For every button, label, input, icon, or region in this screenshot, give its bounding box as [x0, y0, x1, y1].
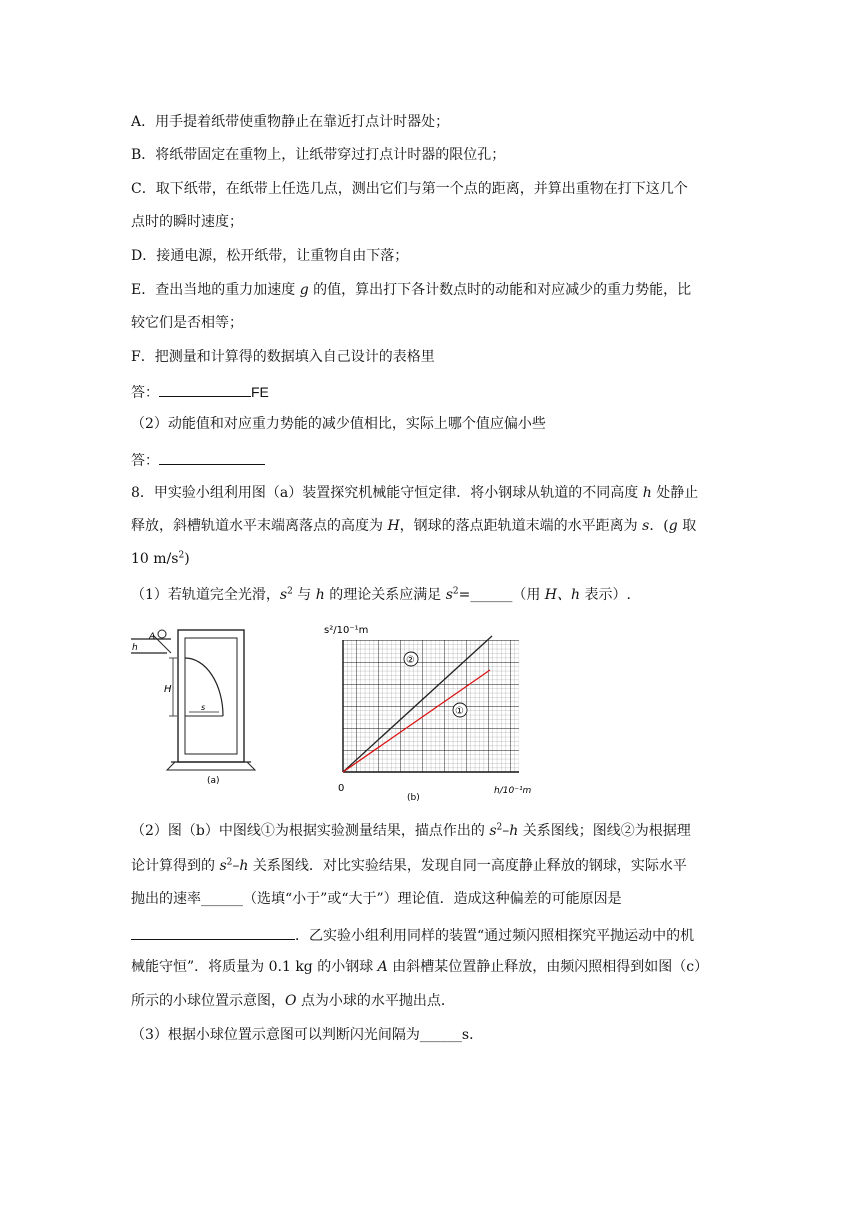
text: =______（用: [458, 587, 541, 603]
text: E．查出当地的重力加速度: [131, 282, 296, 298]
q8-part2-line4: [131, 925, 694, 945]
grid-coarse: [343, 640, 519, 772]
x-axis-label: h/10⁻¹m: [494, 786, 532, 796]
label-A: A: [149, 632, 156, 642]
superscript: 2: [226, 857, 233, 868]
answer-prefix: 答：: [131, 453, 159, 469]
q8-line1: [131, 484, 698, 502]
option-c-line1: C．取下纸带，在纸带上任选几点，测出它们与第一个点的距离，并算出重物在打下这几个: [131, 181, 688, 197]
var-s: s: [489, 823, 497, 839]
text: （2）图（b）中图线①为根据实验测量结果，描点作出的: [131, 823, 485, 839]
label-s: s: [201, 703, 206, 712]
q8-line2: [131, 517, 696, 535]
line-1-marker: ①: [455, 706, 464, 717]
figure-b-caption: (b): [407, 793, 420, 803]
text: ，钢球的落点距轨道末端的水平距离为: [399, 518, 638, 534]
label-h: h: [132, 643, 138, 653]
q8-part2-line3: 抛出的速率______（选填“小于”或“大于”）理论值．造成这种偏差的可能原因是: [131, 891, 622, 907]
var-h: h: [315, 587, 325, 603]
text: 由斜槽某位置静止释放，由频闪照相得到如图（c）: [392, 959, 709, 975]
text: 论计算得到的: [131, 858, 215, 874]
answer-2: [131, 450, 265, 470]
text: ): [184, 551, 190, 567]
var-h: h: [642, 485, 652, 501]
y-axis-label: s²/10⁻¹m: [324, 625, 369, 636]
text: 关系图线；图线②为根据理: [522, 823, 691, 839]
answer-1: [131, 382, 269, 402]
var-g: g: [668, 518, 678, 534]
vars-Hh: H、h: [544, 587, 581, 603]
text: 与: [297, 587, 312, 603]
text: 处静止: [656, 485, 699, 501]
label-H: H: [164, 684, 172, 695]
option-e-line1: [131, 281, 691, 299]
text: 的值，算出打下各计数点时的动能和对应减少的重力势能，比: [313, 282, 692, 298]
text: 点为小球的水平抛出点．: [300, 993, 455, 1009]
q8-part1: [131, 586, 631, 604]
q8-part2-line1: [131, 822, 691, 840]
option-d: D．接通电源，松开纸带，让重物自由下落；: [131, 248, 409, 264]
answer-blank[interactable]: [159, 450, 265, 465]
text: 的理论关系应满足: [329, 587, 442, 603]
var-dash-h: –h: [232, 858, 249, 874]
text: 8．甲实验小组利用图（a）装置探究机械能守恒定律．将小钢球从轨道的不同高度: [131, 485, 639, 501]
superscript: 2: [287, 586, 293, 597]
var-A: A: [377, 959, 388, 975]
text: ．(: [649, 518, 669, 534]
var-dash-h: –h: [502, 823, 519, 839]
superscript: 2: [178, 550, 185, 561]
origin-label: 0: [338, 783, 345, 794]
option-f: F．把测量和计算得的数据填入自己设计的表格里: [131, 349, 435, 365]
text: ．乙实验小组利用同样的装置“通过频闪照相探究平抛运动中的机: [295, 928, 695, 944]
text: 10 m/s: [131, 551, 179, 567]
line-2-marker: ②: [406, 655, 415, 666]
var-g: g: [299, 282, 309, 298]
text: （1）若轨道完全光滑，: [131, 587, 280, 603]
figure-b-graph: [312, 618, 557, 808]
answer-text: FE: [251, 384, 269, 400]
var-s: s: [279, 587, 288, 603]
option-e-line2: 较它们是否相等；: [131, 315, 243, 331]
figure-a-apparatus: [131, 625, 266, 785]
text: 所示的小球位置示意图，: [131, 993, 285, 1009]
answer-blank[interactable]: [159, 382, 251, 397]
var-O: O: [285, 993, 297, 1009]
option-b: B．将纸带固定在重物上，让纸带穿过打点计时器的限位孔；: [131, 147, 506, 163]
var-H: H: [387, 518, 400, 534]
superscript: 2: [452, 586, 459, 597]
figure-a-caption: (a): [207, 776, 220, 785]
option-c-line2: 点时的瞬时速度；: [131, 214, 243, 230]
text: 械能守恒”．将质量为 0.1 kg 的小钢球: [131, 959, 374, 975]
q8-part3: （3）根据小球位置示意图可以判断闪光间隔为______s．: [131, 1027, 484, 1043]
text: 关系图线．对比实验结果，发现自同一高度静止释放的钢球，实际水平: [252, 858, 687, 874]
var-s: s: [445, 587, 453, 603]
q8-part2-line5: [131, 958, 708, 976]
q8-part2-line2: [131, 857, 687, 875]
answer-blank[interactable]: [131, 925, 295, 940]
text: 释放，斜槽轨道水平末端离落点的高度为: [131, 518, 383, 534]
text: 表示）.: [584, 587, 631, 603]
option-a: A．用手提着纸带使重物静止在靠近打点计时器处；: [131, 114, 450, 130]
q8-part2-line6: [131, 992, 455, 1010]
var-s: s: [642, 518, 650, 534]
text: 取: [677, 518, 697, 534]
superscript: 2: [496, 822, 503, 833]
var-s: s: [219, 858, 227, 874]
q8-line3: [131, 550, 190, 568]
answer-prefix: 答：: [131, 385, 159, 401]
question-2: （2）动能值和对应重力势能的减少值相比，实际上哪个值应偏小些: [131, 416, 546, 432]
